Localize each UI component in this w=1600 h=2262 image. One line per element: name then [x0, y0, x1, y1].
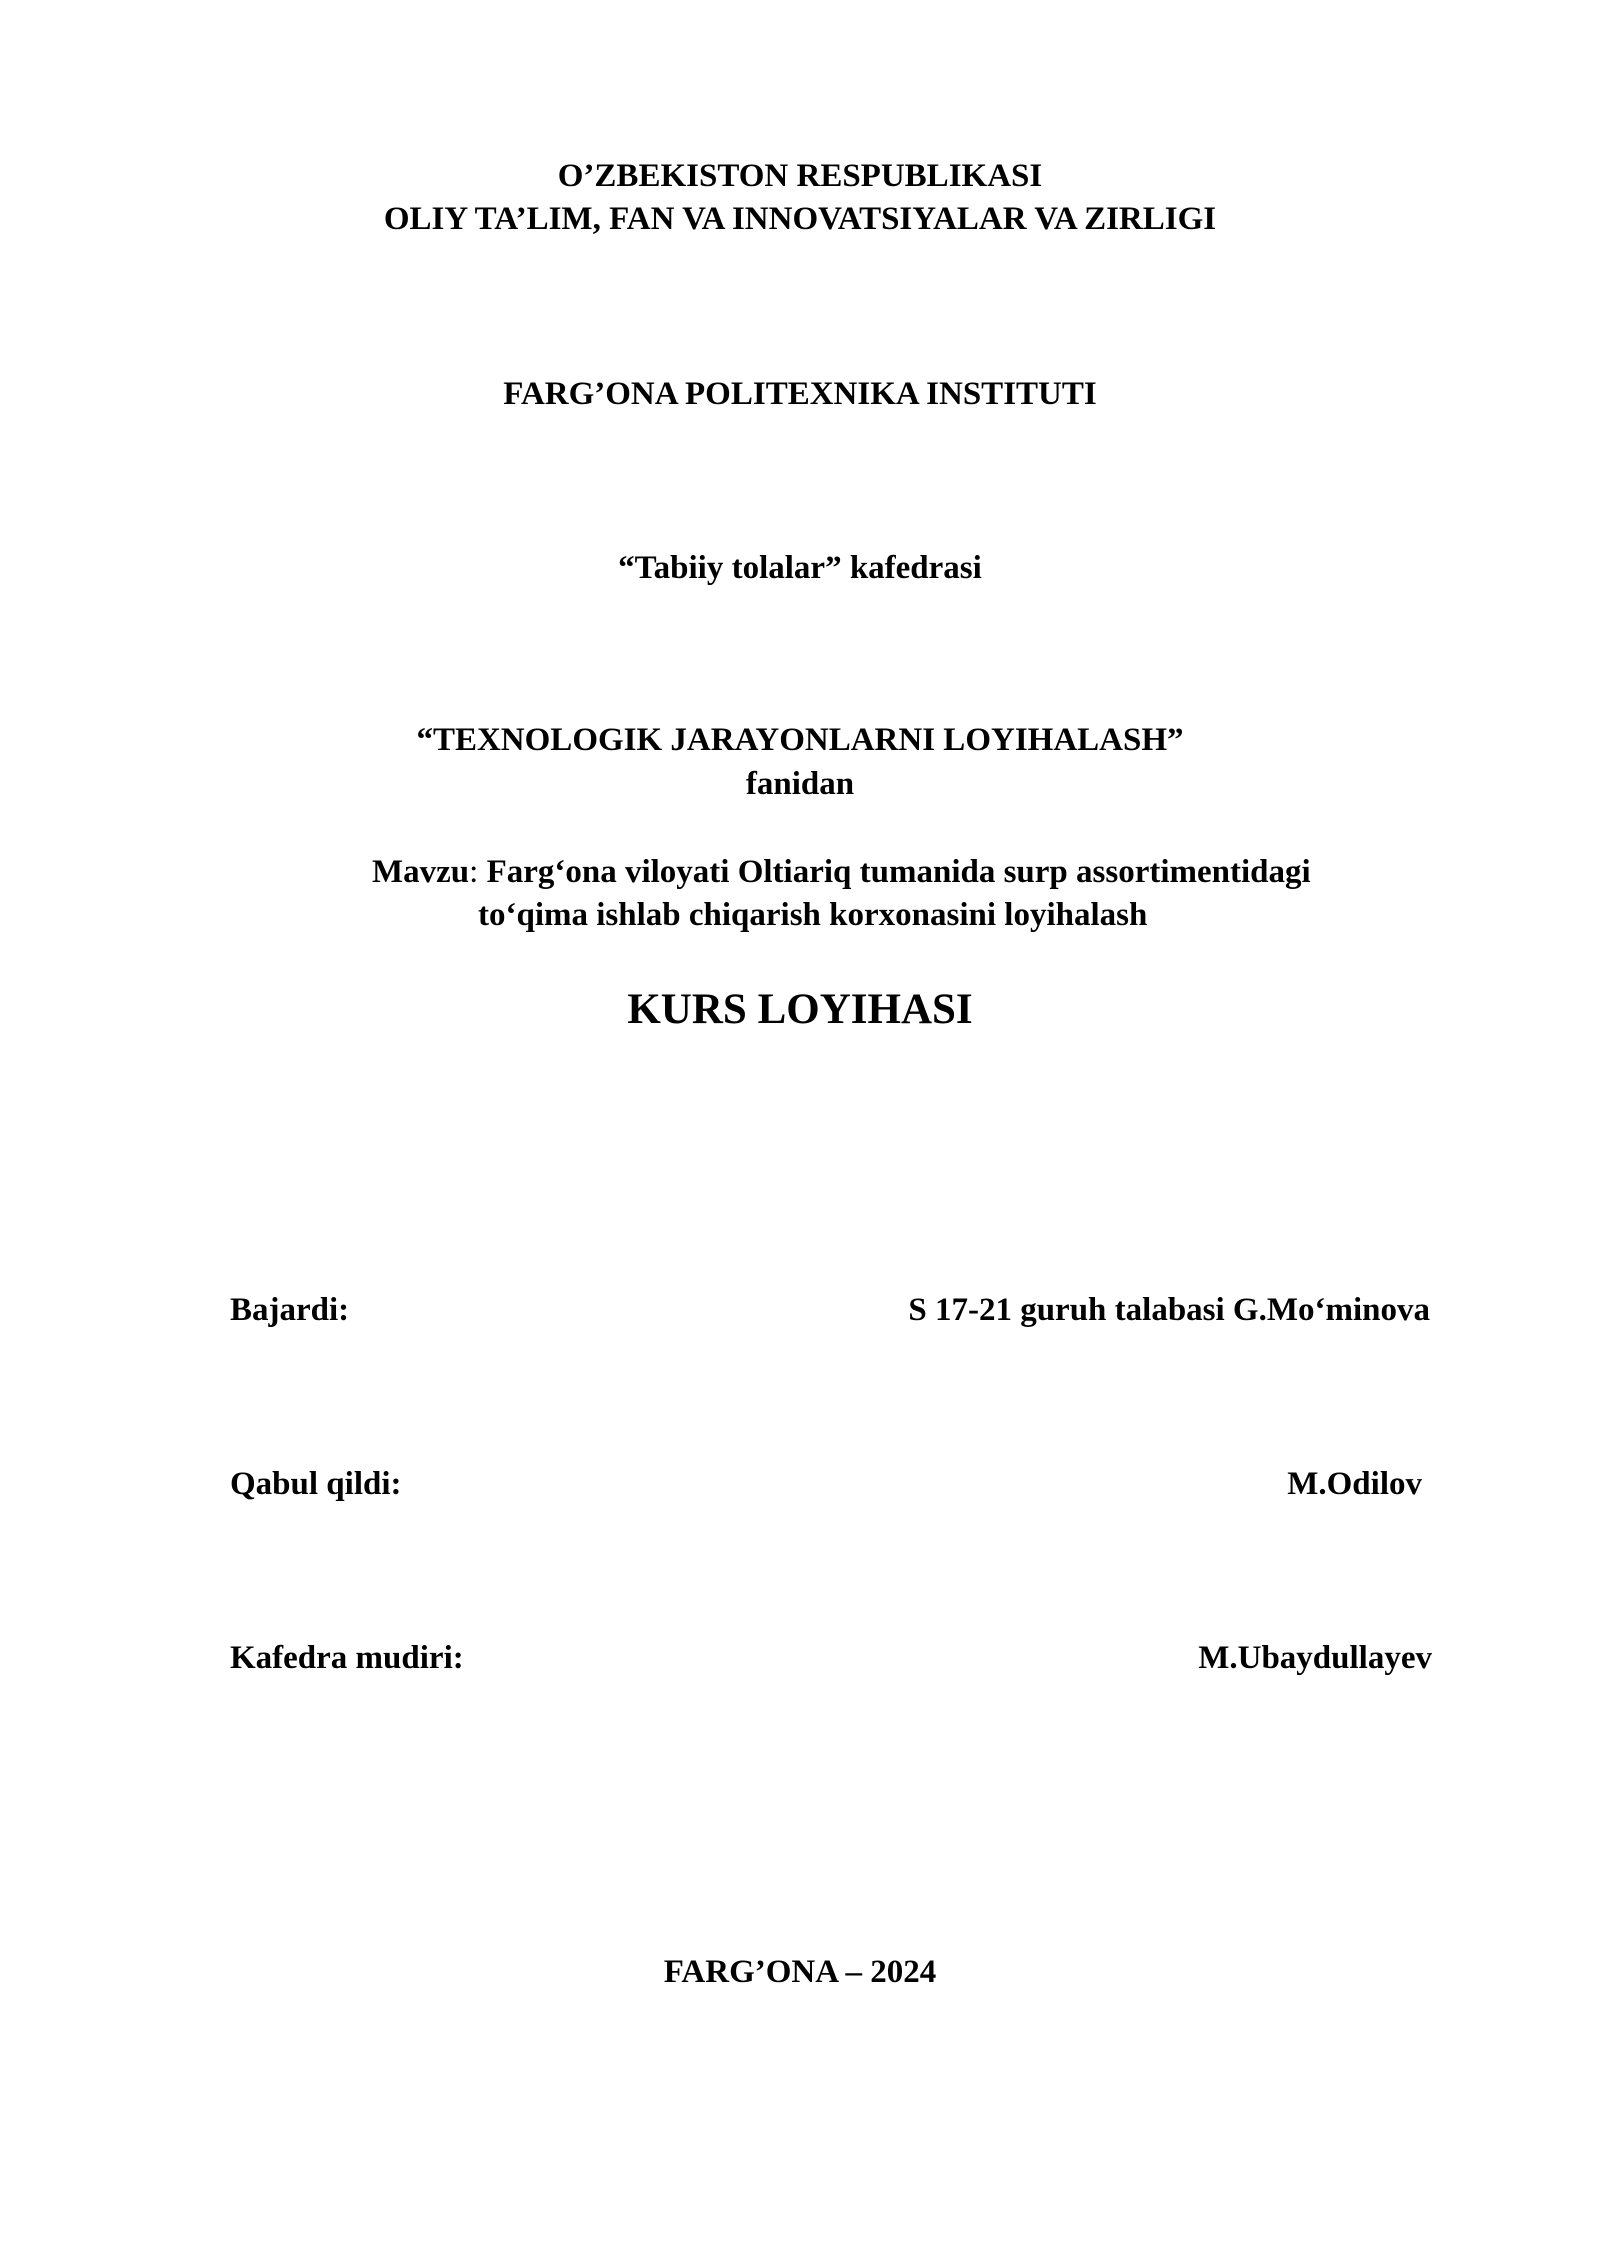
signature-value-head: M.Ubaydullayev [1198, 1640, 1432, 1676]
signature-label-executor: Bajardi: [230, 1292, 350, 1328]
department-name: “Tabiiy tolalar” kafedrasi [618, 550, 982, 586]
topic-label: Mavzu [372, 854, 470, 890]
topic-line-2: to‘qima ishlab chiqarish korxonasini loyihalash [478, 897, 1148, 933]
institute-name: FARG’ONA POLITEXNIKA INSTITUTI [503, 376, 1097, 412]
topic-line-1 [372, 850, 1311, 894]
subject-suffix: fanidan [745, 766, 855, 802]
subject-title: “TEXNOLOGIK JARAYONLARNI LOYIHALASH” [416, 722, 1184, 758]
topic-text-1: Farg‘ona viloyati Oltiariq tumanida surp assortimentidagi [486, 854, 1311, 890]
signature-label-accepted: Qabul qildi: [230, 1466, 402, 1502]
footer-place-year: FARG’ONA – 2024 [663, 1954, 937, 1990]
country-heading: O’ZBEKISTON RESPUBLIKASI [557, 158, 1043, 194]
signature-value-executor: S 17-21 guruh talabasi G.Mo‘minova [908, 1292, 1430, 1328]
signature-value-accepted: M.Odilov [1287, 1466, 1422, 1502]
topic-colon: : [469, 854, 487, 890]
document-type-title: KURS LOYIHASI [627, 986, 973, 1033]
ministry-heading: OLIY TA’LIM, FAN VA INNOVATSIYALAR VA ZIRLIGI [383, 201, 1217, 237]
signature-label-head: Kafedra mudiri: [230, 1640, 464, 1676]
